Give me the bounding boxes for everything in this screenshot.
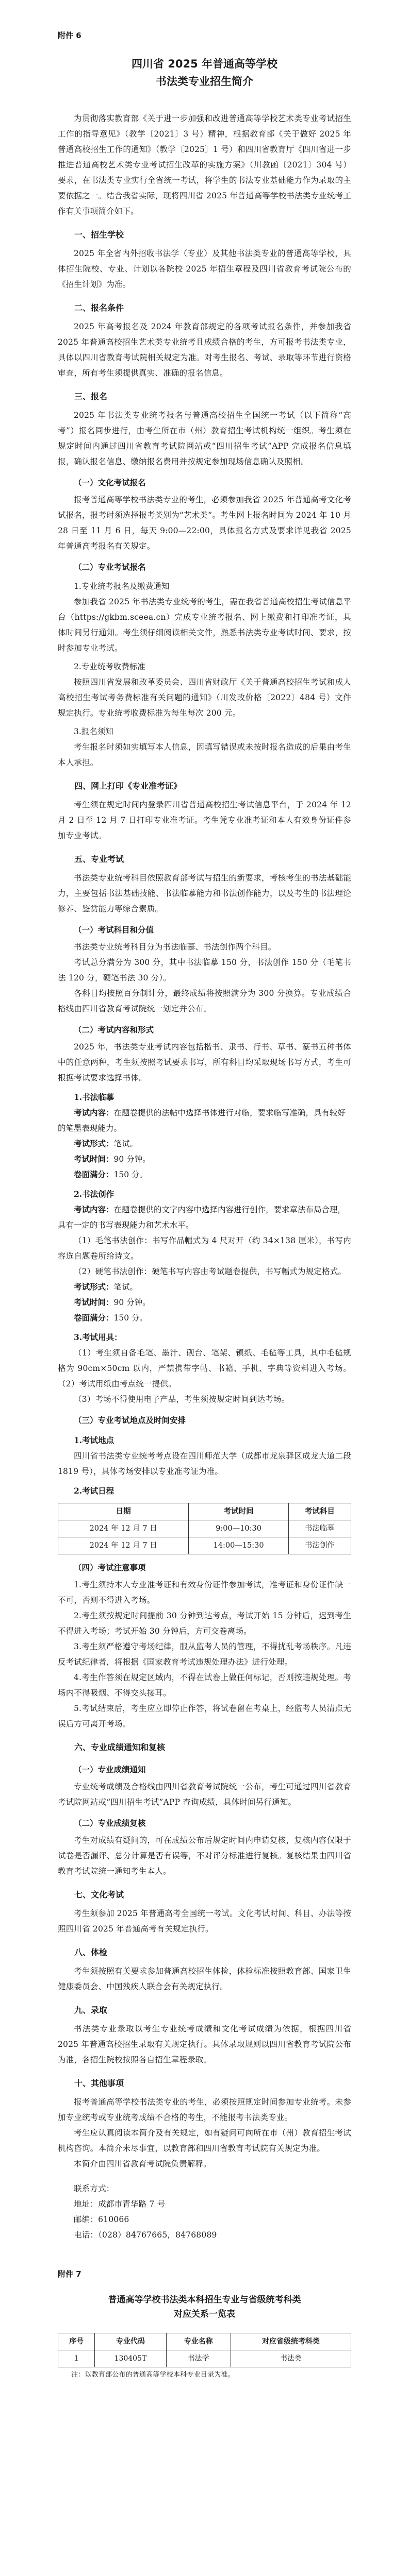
exam-schedule-header-row [58,1503,351,1520]
notice-item: 4.考生作答须在规定区域内，不得在试卷上做任何标记，否则按违规处理。考场内不得吸烟、不得交头接耳。 [58,1673,351,1698]
exam-1-full-label: 卷面满分： [74,1170,114,1179]
exam-2-full-label: 卷面满分： [74,1313,114,1323]
exam-schedule-header: 考试时间 [189,1503,289,1520]
subheading-3-2: （二）专业考试报名 [74,562,146,572]
exam-location-title: 1.考试地点 [74,1435,114,1445]
section-heading-8: 八、体检 [74,1947,108,1957]
table-cell: 书法创作 [288,1537,351,1554]
exam-2-content-value: 在题卷提供的文字内容中选择内容进行创作，要求章法布局合理，具有一定的书写表现能力和艺术水平。 [58,1205,346,1230]
intro-paragraph: 为贯彻落实教育部《关于进一步加强和改进普通高等学校艺术类专业考试招生工作的指导意见》（教学〔2021〕3 号）精神，根据教育部《关于做好 2025 年普通高校招生工作的通知》（教学〔2025〕1 号）和四川省教育厅《四川省进一步推进普通高校艺术类专业考试招生改革的实施方案》（川教函〔2021〕304 号）要求，在书法类专业实行全省统一考试，将学生的书法专业基础能力作为录取的主要依据之一。结合我省实际，现将四川省 2025 年普通高等学校书法类专业统考工作有关事项简介如下。 [58,114,351,216]
item-body-3-2-3: 考生报名时须如实填写本人信息，因填写错误或未按时报名造成的后果由考生本人承担。 [58,742,351,767]
exam-1-content-value: 在题卷提供的法帖中选择书体进行对临，要求临写准确，具有较好的笔墨表现能力。 [58,1108,346,1133]
subbody-6-2: 考生对成绩有疑问的，可在成绩公布后规定时间内申请复核，复核内容仅限于试卷是否漏评、总分计算是否有误等，不对评分标准进行复核。复核结果由四川省教育考试院统一通知考生本人。 [58,1836,351,1876]
table-cell: 9:00—10:30 [189,1520,289,1537]
table-cell: 2024 年 12 月 7 日 [58,1537,189,1554]
section-heading-5: 五、专业考试 [74,854,124,864]
exam-1-time-value: 90 分钟。 [113,1155,151,1164]
subheading-6-1: （一）专业成绩通知 [74,1765,146,1774]
section-heading-2: 二、报名条件 [74,303,124,313]
item-3-2-1: 1.专业统考报名及缴费通知 [74,582,170,591]
subheading-5-3: （三）专业考试地点及时间安排 [74,1415,186,1425]
exam-1-content [58,1105,351,1136]
exam-2-full [58,1310,351,1326]
exam-2-format-2: （2）硬笔书法创作：硬笔书写内容由考试题卷提供，书写幅式为规定格式。 [74,1267,347,1276]
subheading-3-1: （一）文化考试报名 [74,478,146,487]
other-item: 本简介由四川省教育考试院负责解释。 [74,2159,211,2168]
section-heading-10: 十、其他事项 [74,2078,124,2088]
exam-2-time-label: 考试时间： [74,1297,114,1307]
appendix-header: 对应省级统考科类 [231,2333,351,2350]
subbody-5-1-b: 考试总分满分为 300 分，其中书法临摹 150 分，书法创作 150 分（毛笔书法 120 分，硬笔书法 30 分）。 [58,958,351,982]
table-cell: 书法学 [166,2350,231,2367]
subbody-5-1-c: 各科目均按照百分制计分，最终成绩将按照满分为 300 分换算。专业成绩合格线由四川省教育考试院统一划定并公布。 [58,989,351,1013]
exam-1-form-label: 考试形式： [74,1139,114,1148]
document-title-line2: 书法类专业招生简介 [156,75,253,88]
exam-1-full-value: 150 分。 [113,1170,148,1179]
table-cell: 130405T [95,2350,166,2367]
subbody-3-1: 报考普通高等学校书法类专业的考生，必须参加我省 2025 年普通高考文化考试报名，报考时须选择报考类别为“艺术类”。考生网上报名时间为 2024 年 10 月 28 日至 11 月 6 日，每天 9:00—22:00，具体报名方式及要求详见我省 2025 年普通高考报名有关规定。 [58,495,351,551]
contact-title: 联系方式： [74,2184,114,2193]
item-body-3-2-1: 参加我省 2025 年书法类专业统考的考生，需在我省普通高校招生考试信息平台（https://gkbm.sceea.cn）完成专业统考报名、网上缴费和打印准考证，具体时间另行通知。考生须仔细阅读相关文件，熟悉书法类专业考试时间、要求，按时参加专业考试。 [58,597,351,653]
contact-block [58,2181,351,2243]
subbody-5-1-a: 书法类专业统考科目分为书法临摹、书法创作两个科目。 [74,942,276,952]
table-row [58,2350,351,2367]
exam-2-form-value: 笔试。 [113,1282,138,1292]
contact-phone: 电话：（028）84767665，84768089 [74,2230,217,2240]
table-cell: 书法临摹 [288,1520,351,1537]
notice-item: 3.考生须严格遵守考场纪律，服从监考人员的管理，不得扰乱考场秩序。凡违反考试纪律者，将根据《国家教育考试违规处理办法》进行处理。 [58,1642,351,1667]
exam-1-time-label: 考试时间： [74,1154,114,1164]
exam-tools-body-2: （3）考场不得使用电子产品，考生须按规定时间到达考场。 [74,1395,290,1404]
table-cell: 14:00—15:30 [189,1537,289,1554]
table-cell: 书法类 [231,2350,351,2367]
appendix-table [58,2333,351,2367]
section-body-5: 书法类专业统考科目依照教育部考试与招生的新要求，考核考生的书法基础能力，主要包括书法基础技能、书法临摹能力和书法创作能力，以及考生的书法理论修养、鉴赏能力等综合素质。 [58,873,351,913]
contact-zip: 邮编：610066 [74,2215,129,2224]
section-body-9: 书法类专业录取以考生专业统考成绩和文化考试成绩为依据，根据四川省 2025 年普通高校招生录取有关规定执行。具体录取规则以四川省教育考试院公布为准，各招生院校按照各自招生章程录取。 [58,2024,351,2064]
section-body-4: 考生须在规定时间内登录四川省普通高校招生考试信息平台，于 2024 年 12 月 2 日至 12 月 7 日打印专业准考证。考生凭专业准考证和本人有效身份证件参加专业考试。 [58,800,351,840]
subheading-6-2: （二）专业成绩复核 [74,1818,146,1828]
exam-2-form [58,1279,351,1295]
exam-2-time-value: 90 分钟。 [113,1298,151,1307]
appendix-header: 序号 [58,2333,95,2350]
exam-1-full [58,1167,351,1182]
section-body-1: 2025 年全省内外招收书法学（专业）及其他书法类专业的普通高等学校，具体招生院校、专业、计划以各院校 2025 年招生章程及四川省教育考试院公布的《招生计划》为准。 [58,249,351,289]
subheading-5-1: （一）考试科目和分值 [74,925,154,935]
subbody-5-2: 2025 年，书法类专业考试内容包括楷书、隶书、行书、草书、篆书五种书体中的任意两种，考生须按照考试要求书写，所有科目均采取现场书写方式，考生可根据考试要求选择书体。 [58,1042,351,1082]
item-3-2-2: 2.专业统考收费标准 [74,662,145,671]
document-title-line1: 四川省 2025 年普通高等学校 [131,58,278,70]
notice-item: 5.考试结束后，考生应立即停止作答，将试卷留在考桌上，经监考人员清点无误后方可离开考场。 [58,1704,351,1728]
exam-tools-body: （1）考生须自备毛笔、墨汁、砚台、笔架、镇纸、毛毡等工具，其中毛毡规格为 90cm×50cm 以内，严禁携带字帖、书籍、手机、字典等资料进入考场。（2）考试用纸由考点统一提供。 [58,1348,351,1388]
exam-2-content-label: 考试内容： [74,1205,114,1214]
exam-2-full-value: 150 分。 [113,1313,148,1323]
item-body-3-2-2: 按照四川省发展和改革委员会、四川省财政厅《关于普通高校招生考试和成人高校招生考试考务费标准有关问题的通知》（川发改价格〔2022〕484 号）文件规定执行。专业统考收费标准为每生每次 200 元。 [58,677,351,718]
section-heading-6: 六、专业成绩通知和复核 [74,1742,166,1752]
appendix-header-row [58,2333,351,2350]
appendix-header: 专业代码 [95,2333,166,2350]
section-heading-9: 九、录取 [74,2005,108,2015]
section-heading-1: 一、招生学校 [74,230,124,240]
appendix-header: 专业名称 [166,2333,231,2350]
section-body-7: 考生须参加 2025 年普通高考全国统一考试。文化考试时间、科目、办法等按照四川省 2025 年普通高考有关规定执行。 [58,1909,351,1934]
exam-1-form [58,1136,351,1151]
attachment-label: 附件 6 [58,31,81,40]
other-item: 报考普通高等学校书法类专业的考生，必须按照规定时间参加专业统考。未参加专业统考或专业统考成绩不合格的考生，不能报考书法类专业。 [58,2097,351,2122]
appendix-label: 附件 7 [58,2269,81,2279]
section-heading-7: 七、文化考试 [74,1890,124,1900]
section-body-3: 2025 年书法类专业统考报名与普通高校招生全国统一考试（以下简称“高考”）报名同步进行，由考生所在市（州）教育招生考试机构统一组织。考生须在规定时间内通过四川省教育考试院网站或“四川招生考试”APP 完成报名信息填报，确认报名信息、缴纳报名费用并按规定参加现场信息确认及照相。 [58,411,351,466]
exam-1-time [58,1151,351,1167]
table-row [58,1537,351,1554]
appendix-title-line1: 普通高等学校书法类本科招生专业与省级统考科类 [108,2295,301,2305]
exam-schedule-title: 2.考试日程 [74,1486,114,1496]
notice-item: 1.考生须持本人专业准考证和有效身份证件参加考试，准考证和身份证件缺一不可，否则不得进入考场。 [58,1580,351,1605]
item-3-2-3: 3.报名须知 [74,727,113,736]
other-item: 考生应认真阅读本简介及有关规定，如有疑问可向所在市（州）教育招生考试机构咨询。本简介未尽事宜，以教育部和四川省教育考试院有关规定为准。 [58,2128,351,2153]
table-cell: 1 [58,2350,95,2367]
exam-2-title: 2.书法创作 [74,1189,114,1199]
notice-item: 2.考生须按规定时间提前 30 分钟到达考点，考试开始 15 分钟后，迟到考生不得进入考场；考试开始 30 分钟后，方可交卷离场。 [58,1611,351,1636]
exam-schedule-table [58,1503,351,1554]
table-row [58,1520,351,1537]
exam-2-content [58,1202,351,1233]
appendix-title-line2: 对应关系一览表 [174,2309,235,2319]
contact-address: 地址：成都市青华路 7 号 [74,2199,166,2209]
subbody-6-1: 专业统考成绩及合格线由四川省教育考试院统一公布，考生可通过四川省教育考试院网站或“四川招生考试”APP 查询成绩，具体时间另行通知。 [58,1782,351,1807]
subheading-5-4: （四）考试注意事项 [74,1563,146,1572]
subheading-5-2: （二）考试内容和形式 [74,1025,154,1035]
exam-2-form-label: 考试形式： [74,1282,114,1292]
exam-2-time [58,1295,351,1310]
exam-1-title: 1.书法临摹 [74,1092,114,1102]
section-heading-4: 四、网上打印《专业准考证》 [74,781,182,791]
appendix-note: 注：以教育部公布的普通高等学校本科专业目录为准。 [71,2371,235,2379]
exam-schedule-header: 日期 [58,1503,189,1520]
exam-location-body: 四川省书法类专业统考考点设在四川师范大学（成都市龙泉驿区成龙大道二段 1819 号），具体考场安排以专业准考证为准。 [58,1451,351,1476]
section-body-8: 考生须按照有关要求参加普通高校招生体检，体检标准按照教育部、国家卫生健康委员会、中国残疾人联合会有关规定执行。 [58,1967,351,1991]
exam-tools-title: 3.考试用具： [74,1332,122,1342]
section-body-2: 2025 年高考报名及 2024 年教育部规定的各项考试报名条件，并参加我省 2025 年普通高校招生艺术类专业统考且成绩合格的考生，方可报考书法类专业，具体以四川省教育考试院相关规定为准。对考生报名、考试、录取等环节进行资格审查，所有考生须提供真实、准确的报名信息。 [58,322,351,378]
exam-schedule-header: 考试科目 [288,1503,351,1520]
exam-1-content-label: 考试内容： [74,1108,114,1117]
exam-2-format-1: （1）毛笔书法创作：书写作品幅式为 4 尺对开（约 34×138 厘米），书写内容选自题卷所给诗文。 [58,1236,351,1261]
table-cell: 2024 年 12 月 7 日 [58,1520,189,1537]
section-heading-3: 三、报名 [74,392,108,401]
exam-1-form-value: 笔试。 [113,1139,138,1148]
